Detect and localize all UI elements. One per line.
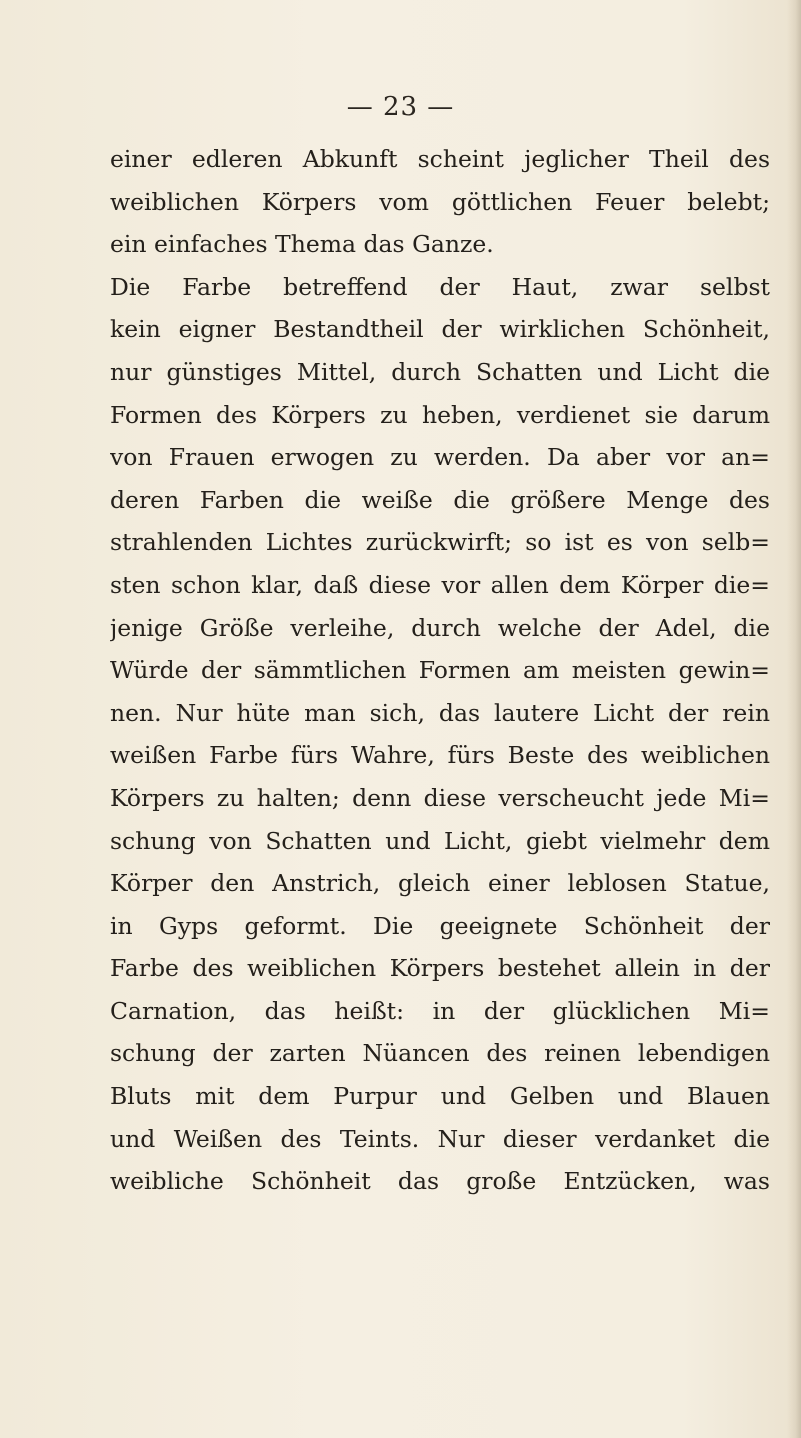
text-line: Bluts mit dem Purpur und Gelben und Blauen (110, 1082, 770, 1111)
text-line: und Weißen des Teints. Nur dieser verdanket die (110, 1124, 770, 1153)
text-line: kein eigner Bestandtheil der wirklichen Schönheit, (110, 315, 770, 344)
text-line: schung der zarten Nüancen des reinen lebendigen (110, 1039, 770, 1068)
text-line: weibliche Schönheit das große Entzücken, was (110, 1167, 770, 1196)
text-line: weiblichen Körpers vom göttlichen Feuer belebt; (110, 187, 770, 216)
text-line: Körper den Anstrich, gleich einer leblosen Statue, (110, 869, 770, 898)
text-line: einer edleren Abkunft scheint jeglicher Theil des (110, 145, 770, 173)
page-number: — 23 — (346, 92, 455, 122)
text-line: deren Farben die weiße die größere Menge des (110, 485, 770, 514)
text-line: ein einfaches Thema das Ganze. (110, 230, 494, 259)
text-line: strahlenden Lichtes zurückwirft; so ist es von selb= (110, 528, 770, 557)
text-line: Würde der sämmtlichen Formen am meisten gewin= (110, 656, 770, 685)
text-line: in Gyps geformt. Die geeignete Schönheit der (110, 911, 770, 940)
text-line: von Frauen erwogen zu werden. Da aber vor an= (110, 443, 770, 472)
text-line: Körpers zu halten; denn diese verscheucht jede Mi= (110, 783, 770, 812)
text-line: Farbe des weiblichen Körpers bestehet allein in der (110, 954, 770, 983)
text-line: sten schon klar, daß diese vor allen dem Körper die= (110, 570, 770, 599)
page-edge-shadow (787, 0, 801, 1438)
text-line: weißen Farbe fürs Wahre, fürs Beste des weiblichen (110, 741, 770, 770)
text-line: nen. Nur hüte man sich, das lautere Licht der rein (110, 698, 770, 727)
text-line: nur günstiges Mittel, durch Schatten und Licht die (110, 357, 770, 386)
text-line: Carnation, das heißt: in der glücklichen Mi= (110, 996, 770, 1025)
body-text (110, 138, 770, 1203)
text-line: Formen des Körpers zu heben, verdienet sie darum (110, 400, 770, 429)
text-line: Die Farbe betreffend der Haut, zwar selbst (110, 272, 770, 301)
text-line: schung von Schatten und Licht, giebt vielmehr dem (110, 826, 770, 855)
text-line: jenige Größe verleihe, durch welche der Adel, die (110, 613, 770, 642)
